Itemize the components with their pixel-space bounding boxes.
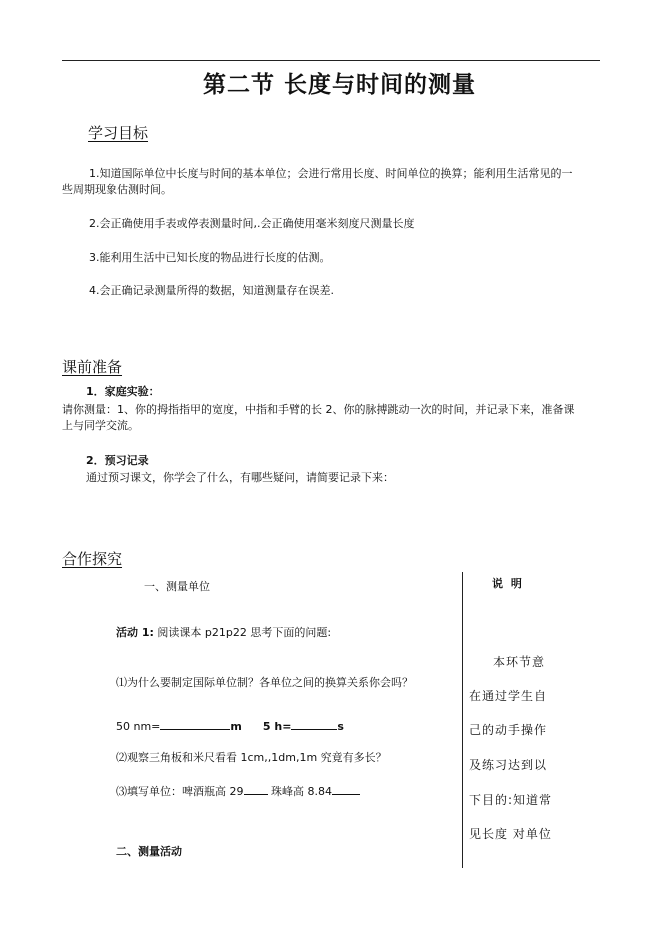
preview-title: 2．预习记录: [86, 454, 149, 467]
question-1: ⑴为什么要制定国际单位制？各单位之间的换算关系你会吗？: [116, 676, 413, 689]
objective-3: 3.能利用生活中已知长度的物品进行长度的估测。: [89, 251, 331, 264]
sidebar-line-3: 己的动手操作: [469, 723, 548, 737]
question-3-blank-2[interactable]: [332, 784, 360, 795]
conversion-a-unit: m: [230, 720, 242, 733]
objectives-heading: 学习目标: [88, 124, 149, 142]
inquiry-heading: 合作探究: [62, 550, 123, 568]
activity-text: 阅读课本 p21p22 思考下面的问题:: [153, 626, 332, 639]
conversion-b-blank[interactable]: [291, 719, 337, 730]
sidebar-line-4: 及练习达到以: [469, 758, 548, 772]
question-3-everest: 珠峰高 8.84: [267, 785, 332, 798]
question-3-beer: ⑶填写单位：啤酒瓶高 29: [116, 785, 244, 798]
conversion-line: [116, 719, 344, 734]
sidebar-line-2: 在通过学生自: [469, 689, 548, 703]
preview-text: 通过预习课文，你学会了什么，有哪些疑问，请简要记录下来：: [86, 471, 394, 484]
sidebar-header: 说 明: [492, 577, 524, 590]
conversion-b-label: 5 h=: [262, 720, 292, 733]
section-measure-activity: 二、测量活动: [116, 845, 182, 858]
activity-1: [116, 626, 331, 640]
preparation-heading: 课前准备: [62, 358, 123, 376]
conversion-b-unit: s: [337, 720, 344, 733]
page-title: 第二节 长度与时间的测量: [203, 71, 477, 98]
objective-1-cont: 些周期现象估测时间。: [62, 183, 172, 196]
sidebar-line-5: 下目的:知道常: [469, 793, 553, 807]
experiment-title: 1．家庭实验：: [86, 385, 160, 398]
objective-1: 1.知道国际单位中长度与时间的基本单位；会进行常用长度、时间单位的换算；能利用生活常见的一: [89, 167, 573, 180]
section-measure-units: 一、测量单位: [144, 580, 210, 593]
question-2: ⑵观察三角板和米尺看看 1cm,,1dm,1m 究竟有多长？: [116, 751, 387, 764]
question-3-blank-1[interactable]: [244, 784, 268, 795]
activity-label: 活动 1:: [116, 626, 154, 639]
sidebar-divider: [462, 572, 463, 868]
objective-2: 2.会正确使用手表或停表测量时间,.会正确使用毫米刻度尺测量长度: [89, 217, 415, 230]
sidebar-line-1: 本环节意: [493, 655, 546, 669]
question-3: [116, 784, 360, 799]
objective-4: 4.会正确记录测量所得的数据，知道测量存在误差.: [89, 284, 334, 297]
experiment-text-1: 请你测量：1、你的拇指指甲的宽度，中指和手臂的长 2、你的脉搏跳动一次的时间，并记录下来，准备课: [62, 403, 575, 416]
top-rule: [62, 60, 600, 61]
conversion-a-blank[interactable]: [160, 719, 230, 730]
conversion-a-label: 50 nm=: [116, 720, 161, 733]
experiment-text-2: 上与同学交流。: [62, 419, 139, 432]
sidebar-line-6: 见长度 对单位: [469, 827, 552, 841]
